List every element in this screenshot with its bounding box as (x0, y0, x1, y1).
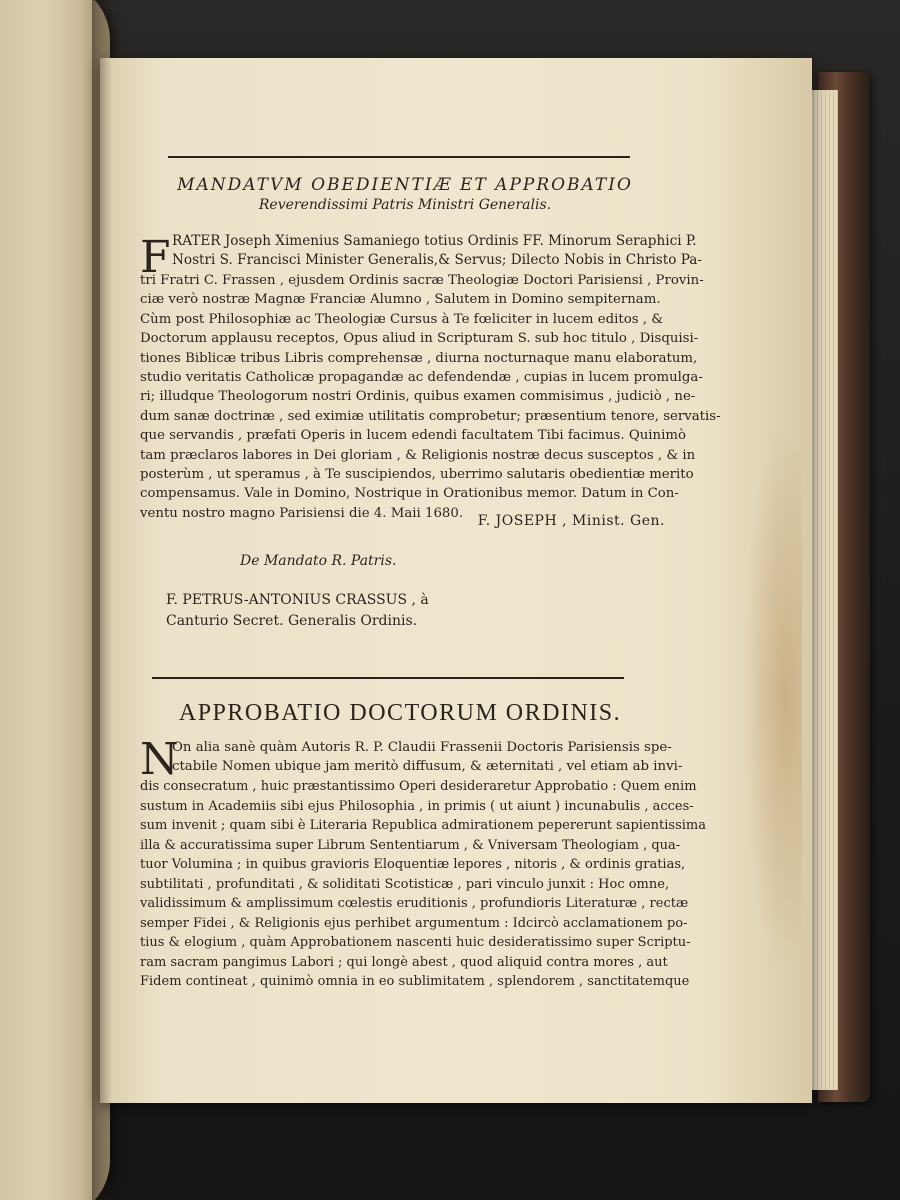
approbatio-dropcap: N (140, 734, 179, 785)
mandatum-line: Cùm post Philosophiæ ac Theologiæ Cursus à Te fœliciter in lucem editos , & (140, 311, 664, 327)
mandatum-line: tam præclaros labores in Dei gloriam , & Religionis nostræ decus susceptos , & in (140, 447, 696, 463)
mandatum-line: compensamus. Vale in Domino, Nostrique in Orationibus memor. Datum in Con- (140, 486, 679, 502)
approbatio-line: subtilitati , profunditati , & soliditati Scotisticæ , pari vinculo junxit : Hoc omne, (140, 876, 670, 892)
approbatio-line: semper Fidei , & Religionis ejus perhibet argumentum : Idcircò acclamationem po- (140, 915, 688, 931)
mandatum-line: Doctorum applausu receptos, Opus aliud in Scripturam S. sub hoc titulo , Disquisi- (140, 331, 699, 347)
mandatum-line: RATER Joseph Ximenius Samaniego totius Ordinis FF. Minorum Seraphici P. (172, 233, 697, 249)
mandatum-body (172, 232, 702, 271)
middle-rule (152, 677, 624, 679)
top-rule (168, 156, 630, 158)
mandatum-line: que servandis , præfati Operis in lucem edendi facultatem Tibi facimus. Quinimò (140, 428, 686, 444)
mandatum-line: ri; illudque Theologorum nostri Ordinis, quibus examen commisimus , judiciò , ne- (140, 389, 696, 405)
approbatio-line: ram sacram pangimus Labori ; qui longè abest , quod aliquid contra mores , aut (140, 954, 668, 970)
approbatio-line: ctabile Nomen ubique jam meritò diffusum, & æternitati , vel etiam ab invi- (172, 759, 683, 775)
mandatum-body-cont (140, 271, 721, 523)
approbatio-line: tius & elogium , quàm Approbationem nascenti huic desideratissimo super Scriptu- (140, 935, 691, 950)
mandatum-line: Nostri S. Francisci Minister Generalis,& Servus; Dilecto Nobis in Christo Pa- (172, 252, 702, 269)
crassus-line-1: F. PETRUS-ANTONIUS CRASSUS , à (166, 592, 429, 608)
approbatio-line: sustum in Academiis sibi ejus Philosophia , in primis ( ut aiunt ) incunabulis , acces- (140, 798, 694, 814)
mandatum-line: tiones Biblicæ tribus Libris comprehensæ , diurna nocturnaque manu elaboratum, (140, 350, 698, 366)
approbatio-body (172, 738, 683, 777)
page-stain (742, 418, 802, 978)
approbatio-body-cont (140, 777, 706, 992)
gutter-shadow (92, 0, 112, 1200)
mandatum-dropcap: F (140, 232, 171, 283)
crassus-signature (166, 590, 486, 632)
mandatum-line: ventu nostro magno Parisiensi die 4. Maii 1680. (140, 505, 464, 521)
mandatum-title: MANDATVM OBEDIENTIÆ ET APPROBATIO (177, 175, 633, 195)
approbatio-line: illa & accuratissima super Librum Sententiarum , & Vniversam Theologiam , qua- (140, 837, 681, 853)
approbatio-line: Fidem contineat , quinimò omnia in eo sublimitatem , splendorem , sanctitatemque (140, 974, 690, 989)
crassus-line-2: Canturio Secret. Generalis Ordinis. (166, 613, 418, 629)
mandatum-line: studio veritatis Catholicæ propagandæ ac defendendæ , cupias in lucem promulga- (140, 370, 703, 386)
approbatio-line: sum invenit ; quam sibi è Literaria Republica admirationem pepererunt sapientissima (140, 818, 706, 833)
approbatio-line: dis consecratum , huic præstantissimo Operi desideraretur Approbatio : Quem enim (140, 779, 697, 794)
mandatum-line: posterùm , ut speramus , à Te suscipiendos, uberrimo salutaris obedientiæ merito (140, 467, 694, 483)
mandatum-line: dum sanæ doctrinæ , sed eximiæ utilitatis comprobetur; præsentium tenore, servatis- (140, 408, 721, 424)
mandatum-subtitle: Reverendissimi Patris Ministri Generalis. (258, 197, 552, 213)
mandatum-line: ciæ verò nostræ Magnæ Franciæ Alumno , Salutem in Domino sempiternam. (140, 292, 661, 308)
approbatio-line: On alia sanè quàm Autoris R. P. Claudii Frassenii Doctoris Parisiensis spe- (172, 740, 672, 755)
approbatio-heading: APPROBATIO DOCTORUM ORDINIS. (178, 700, 622, 726)
de-mandato: De Mandato R. Patris. (240, 553, 397, 569)
mandatum-line: tri Fratri C. Frassen , ejusdem Ordinis sacræ Theologiæ Doctori Parisiensi , Provin- (140, 273, 704, 288)
signature-joseph: F. JOSEPH , Minist. Gen. (477, 513, 665, 529)
approbatio-line: validissimum & amplissimum cœlestis eruditionis , profundioris Literaturæ , rectæ (140, 896, 689, 911)
approbatio-line: tuor Volumina ; in quibus gravioris Eloquentiæ lepores , nitoris , & ordinis gratias, (140, 857, 686, 872)
